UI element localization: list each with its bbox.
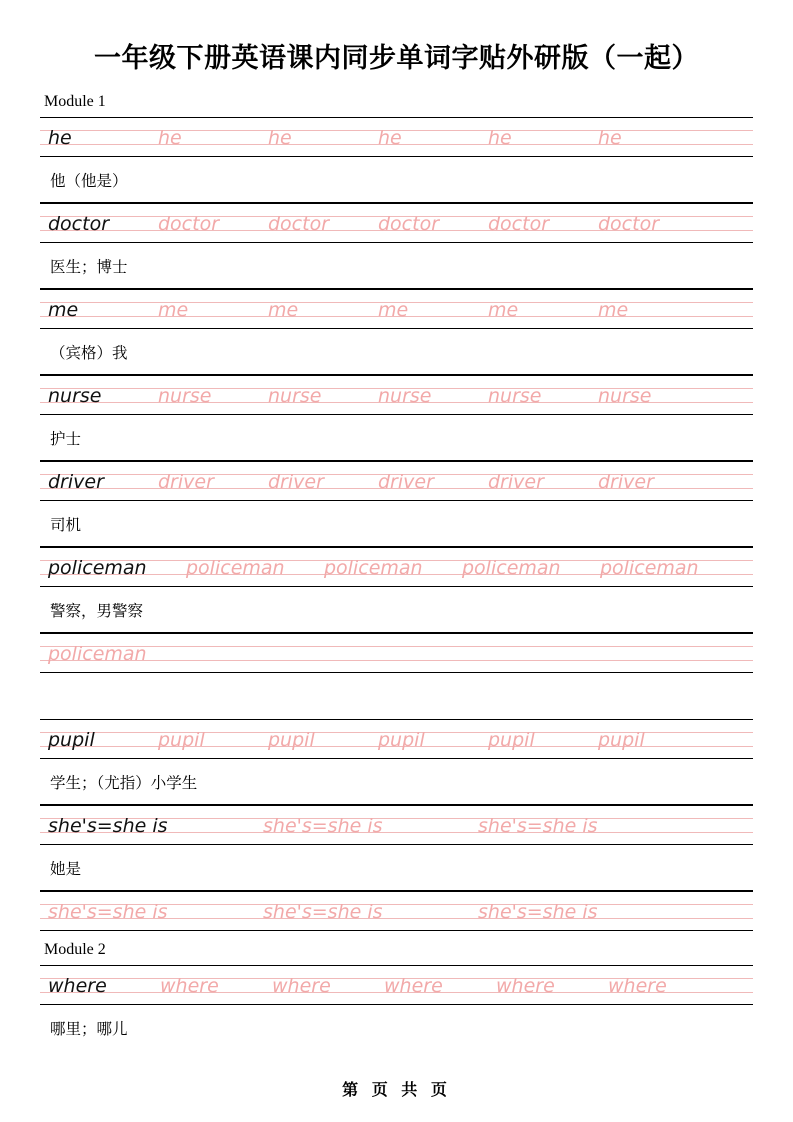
word-entry-pupil	[40, 719, 753, 805]
word-trace: he	[268, 126, 292, 149]
word-trace: she's=she is	[48, 900, 168, 923]
word-solid: she's=she is	[48, 814, 168, 837]
word-trace: he	[598, 126, 622, 149]
meaning-line: 医生；博士	[40, 243, 753, 289]
page-footer: 第 页 共 页	[342, 1080, 451, 1099]
page-title: 一年级下册英语课内同步单词字贴外研版（一起）	[94, 43, 699, 74]
word-trace: nurse	[158, 384, 212, 407]
word-trace: pupil	[598, 728, 645, 751]
word-entry-nurse	[40, 375, 753, 461]
writing-staff[interactable]	[40, 805, 753, 845]
word-trace: nurse	[268, 384, 322, 407]
word-trace: nurse	[378, 384, 432, 407]
writing-staff[interactable]	[40, 965, 753, 1005]
word-trace: policeman	[462, 556, 561, 579]
word-entry-me	[40, 289, 753, 375]
meaning-line: 她是	[40, 845, 753, 891]
word-trace: she's=she is	[478, 814, 598, 837]
word-trace: she's=she is	[478, 900, 598, 923]
word-entry-driver	[40, 461, 753, 547]
word-solid: me	[48, 298, 79, 321]
word-trace: pupil	[268, 728, 315, 751]
module-label-1: Module 1	[44, 93, 106, 110]
meaning-line: 护士	[40, 415, 753, 461]
word-trace: driver	[378, 470, 434, 493]
word-entry-doctor	[40, 203, 753, 289]
writing-staff[interactable]	[40, 117, 753, 157]
word-trace: policeman	[600, 556, 699, 579]
word-trace: pupil	[158, 728, 205, 751]
word-trace: driver	[598, 470, 654, 493]
word-trace: where	[272, 974, 331, 997]
word-solid: policeman	[48, 556, 147, 579]
word-trace: doctor	[598, 212, 660, 235]
word-trace: she's=she is	[263, 900, 383, 923]
meaning-line: 他（他是）	[40, 157, 753, 203]
word-solid: he	[48, 126, 72, 149]
word-trace: me	[598, 298, 629, 321]
meaning-line: 警察，男警察	[40, 587, 753, 633]
writing-staff[interactable]	[40, 203, 753, 243]
word-trace: he	[378, 126, 402, 149]
word-trace: where	[384, 974, 443, 997]
blank-line	[40, 673, 753, 719]
module-label-2: Module 2	[44, 941, 106, 958]
word-trace: where	[160, 974, 219, 997]
word-trace: policeman	[324, 556, 423, 579]
word-trace: pupil	[488, 728, 535, 751]
word-solid: where	[48, 974, 107, 997]
word-solid: doctor	[48, 212, 110, 235]
meaning-line: 司机	[40, 501, 753, 547]
word-entry-policeman	[40, 547, 753, 719]
word-solid: pupil	[48, 728, 95, 751]
writing-staff[interactable]	[40, 719, 753, 759]
writing-staff[interactable]	[40, 289, 753, 329]
meaning-line: 哪里；哪儿	[50, 1021, 128, 1038]
word-trace: doctor	[158, 212, 220, 235]
word-entry-he	[40, 117, 753, 203]
word-trace: me	[378, 298, 409, 321]
meaning-line: （宾格）我	[40, 329, 753, 375]
word-trace: where	[608, 974, 667, 997]
writing-staff[interactable]	[40, 461, 753, 501]
word-trace: he	[158, 126, 182, 149]
meaning-line: 学生；（尤指）小学生	[40, 759, 753, 805]
word-trace: pupil	[378, 728, 425, 751]
word-trace: policeman	[48, 642, 147, 665]
word-entry-where	[40, 965, 753, 1051]
word-trace: me	[158, 298, 189, 321]
writing-staff-overflow[interactable]	[40, 633, 753, 673]
writing-staff[interactable]	[40, 375, 753, 415]
word-solid: driver	[48, 470, 104, 493]
word-entry-shes	[40, 805, 753, 931]
word-trace: policeman	[186, 556, 285, 579]
word-trace: she's=she is	[263, 814, 383, 837]
word-trace: driver	[158, 470, 214, 493]
word-trace: doctor	[268, 212, 330, 235]
word-trace: doctor	[378, 212, 440, 235]
word-solid: nurse	[48, 384, 102, 407]
writing-staff[interactable]	[40, 547, 753, 587]
word-trace: driver	[488, 470, 544, 493]
word-trace: where	[496, 974, 555, 997]
word-trace: nurse	[598, 384, 652, 407]
word-trace: me	[488, 298, 519, 321]
word-trace: nurse	[488, 384, 542, 407]
word-trace: driver	[268, 470, 324, 493]
word-trace: me	[268, 298, 299, 321]
word-trace: he	[488, 126, 512, 149]
writing-staff-overflow[interactable]	[40, 891, 753, 931]
word-trace: doctor	[488, 212, 550, 235]
